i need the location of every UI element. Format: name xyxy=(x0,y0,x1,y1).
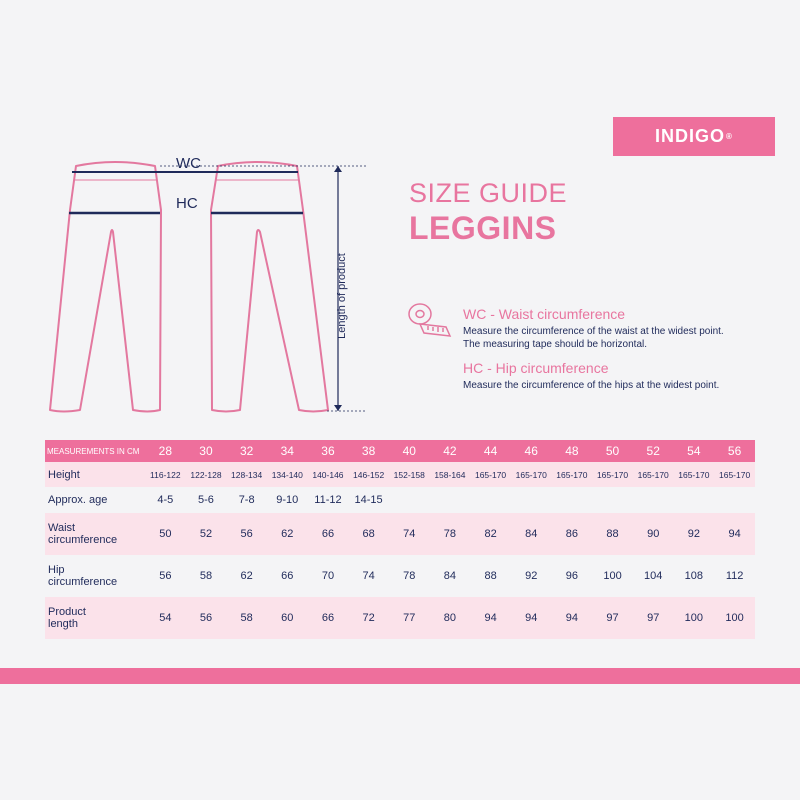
table-cell xyxy=(714,487,755,513)
table-cell: 122-128 xyxy=(186,462,227,487)
size-col: 54 xyxy=(674,440,715,462)
table-row xyxy=(45,597,755,639)
table-cell: 97 xyxy=(592,597,633,639)
size-col: 44 xyxy=(470,440,511,462)
table-cell: 84 xyxy=(511,513,552,555)
table-cell: 54 xyxy=(145,597,186,639)
size-col: 46 xyxy=(511,440,552,462)
size-col: 30 xyxy=(186,440,227,462)
table-cell: 66 xyxy=(308,597,349,639)
table-cell: 158-164 xyxy=(430,462,471,487)
table-cell: 84 xyxy=(430,555,471,597)
table-cell: 11-12 xyxy=(308,487,349,513)
table-cell: 146-152 xyxy=(348,462,389,487)
table-cell: 56 xyxy=(145,555,186,597)
table-cell: 52 xyxy=(186,513,227,555)
table-cell xyxy=(430,487,471,513)
title-product: LEGGINS xyxy=(409,210,557,246)
table-cell: 165-170 xyxy=(511,462,552,487)
table-cell: 100 xyxy=(714,597,755,639)
table-cell: 5-6 xyxy=(186,487,227,513)
leggings-back-outline xyxy=(211,162,328,412)
table-cell: 165-170 xyxy=(633,462,674,487)
row-label xyxy=(45,555,145,597)
size-col: 48 xyxy=(552,440,593,462)
measuring-tape-icon xyxy=(406,300,456,340)
table-cell: 66 xyxy=(308,513,349,555)
table-cell: 62 xyxy=(267,513,308,555)
row-label xyxy=(45,462,145,487)
legend-hc-line1: Measure the circumference of the hips at the widest point. xyxy=(463,380,720,391)
length-arrow-top xyxy=(334,166,342,172)
legend-wc-heading: WC - Waist circumference xyxy=(463,306,626,322)
table-cell: 78 xyxy=(430,513,471,555)
table-cell: 165-170 xyxy=(592,462,633,487)
size-table xyxy=(45,440,755,639)
table-cell: 74 xyxy=(348,555,389,597)
table-cell xyxy=(470,487,511,513)
table-cell: 88 xyxy=(470,555,511,597)
row-label-line1: Hip xyxy=(48,564,65,576)
table-cell: 56 xyxy=(226,513,267,555)
table-cell: 4-5 xyxy=(145,487,186,513)
size-col: 50 xyxy=(592,440,633,462)
leggings-front-outline xyxy=(50,162,161,412)
size-col: 36 xyxy=(308,440,349,462)
table-cell: 94 xyxy=(552,597,593,639)
size-header-row xyxy=(45,440,755,462)
table-cell xyxy=(552,487,593,513)
table-cell: 152-158 xyxy=(389,462,430,487)
table-cell: 128-134 xyxy=(226,462,267,487)
table-cell: 104 xyxy=(633,555,674,597)
table-cell: 66 xyxy=(267,555,308,597)
table-cell: 100 xyxy=(674,597,715,639)
table-cell: 9-10 xyxy=(267,487,308,513)
table-cell: 77 xyxy=(389,597,430,639)
row-label xyxy=(45,487,145,513)
table-cell: 134-140 xyxy=(267,462,308,487)
table-cell: 90 xyxy=(633,513,674,555)
table-cell: 116-122 xyxy=(145,462,186,487)
table-cell: 58 xyxy=(186,555,227,597)
row-label xyxy=(45,513,145,555)
legend-wc-line2: The measuring tape should be horizontal. xyxy=(463,339,648,350)
table-cell: 112 xyxy=(714,555,755,597)
table-cell: 60 xyxy=(267,597,308,639)
table-cell: 94 xyxy=(714,513,755,555)
size-col: 34 xyxy=(267,440,308,462)
table-cell: 92 xyxy=(511,555,552,597)
table-cell: 68 xyxy=(348,513,389,555)
wc-label: WC xyxy=(176,155,201,172)
table-cell: 86 xyxy=(552,513,593,555)
table-cell: 14-15 xyxy=(348,487,389,513)
bottom-bar xyxy=(0,668,800,684)
size-col: 40 xyxy=(389,440,430,462)
table-cell: 140-146 xyxy=(308,462,349,487)
title-size-guide: SIZE GUIDE xyxy=(409,178,568,208)
table-cell: 100 xyxy=(592,555,633,597)
length-arrow-bottom xyxy=(334,405,342,411)
table-cell: 96 xyxy=(552,555,593,597)
table-row xyxy=(45,487,755,513)
size-col: 38 xyxy=(348,440,389,462)
table-cell: 80 xyxy=(430,597,471,639)
table-cell: 7-8 xyxy=(226,487,267,513)
table-cell: 165-170 xyxy=(552,462,593,487)
table-cell: 70 xyxy=(308,555,349,597)
table-cell: 165-170 xyxy=(674,462,715,487)
legend-hc-heading: HC - Hip circumference xyxy=(463,360,609,376)
table-cell: 92 xyxy=(674,513,715,555)
table-cell: 82 xyxy=(470,513,511,555)
size-col: 42 xyxy=(430,440,471,462)
table-cell: 108 xyxy=(674,555,715,597)
row-label-line1: Approx. age xyxy=(48,494,108,506)
table-cell xyxy=(592,487,633,513)
table-cell xyxy=(389,487,430,513)
header-label: MEASUREMENTS IN CM xyxy=(45,440,145,462)
row-label-line2: length xyxy=(48,618,78,630)
row-label-line1: Height xyxy=(48,468,80,481)
length-label: Length of product xyxy=(336,253,348,339)
table-cell xyxy=(674,487,715,513)
row-label-line1: Product xyxy=(48,606,86,618)
table-row xyxy=(45,462,755,487)
size-col: 32 xyxy=(226,440,267,462)
table-cell xyxy=(633,487,674,513)
legend-wc xyxy=(463,306,724,351)
legend-hc xyxy=(463,360,719,392)
table-cell: 165-170 xyxy=(714,462,755,487)
row-label-line2: circumference xyxy=(48,534,118,546)
table-cell: 72 xyxy=(348,597,389,639)
size-col: 28 xyxy=(145,440,186,462)
table-cell: 62 xyxy=(226,555,267,597)
table-cell: 74 xyxy=(389,513,430,555)
size-col: 52 xyxy=(633,440,674,462)
table-cell: 94 xyxy=(511,597,552,639)
table-cell: 94 xyxy=(470,597,511,639)
table-cell: 88 xyxy=(592,513,633,555)
row-label-line1: Waist xyxy=(48,522,76,534)
brand-mark: ® xyxy=(726,132,733,141)
table-cell: 56 xyxy=(186,597,227,639)
table-cell xyxy=(511,487,552,513)
table-row xyxy=(45,513,755,555)
table-cell: 78 xyxy=(389,555,430,597)
size-col: 56 xyxy=(714,440,755,462)
row-label xyxy=(45,597,145,639)
row-label-line2: circumference xyxy=(48,576,118,588)
hc-label: HC xyxy=(176,195,198,212)
table-cell: 50 xyxy=(145,513,186,555)
table-cell: 165-170 xyxy=(470,462,511,487)
table-cell: 97 xyxy=(633,597,674,639)
table-row xyxy=(45,555,755,597)
brand-name: INDIGO xyxy=(655,126,726,146)
legend-wc-line1: Measure the circumference of the waist at the widest point. xyxy=(463,326,724,337)
table-cell: 58 xyxy=(226,597,267,639)
